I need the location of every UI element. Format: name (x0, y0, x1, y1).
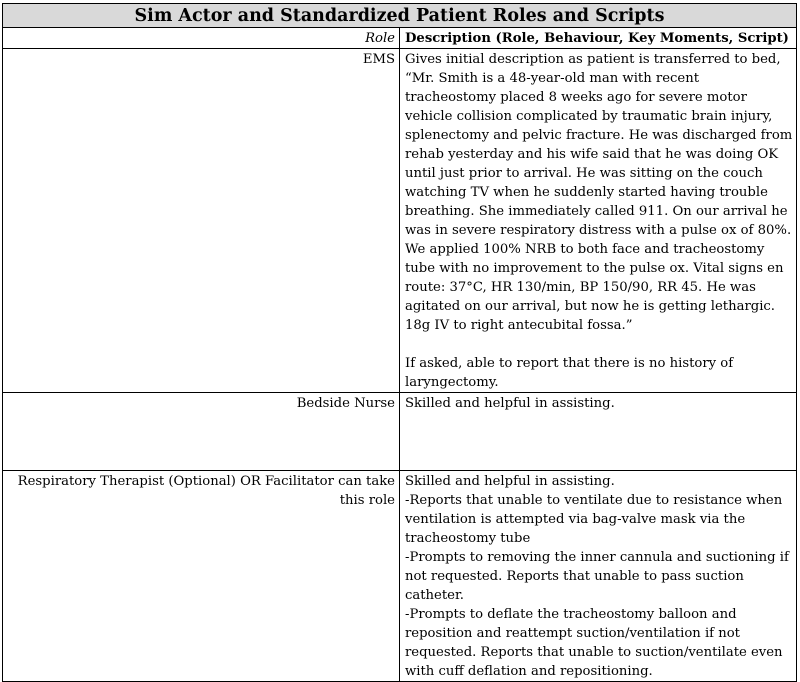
rt-suction-note: -Prompts to removing the inner cannula and suctioning if not requested. Reports that unable to pass suction catheter. (405, 550, 789, 603)
role-column-header: Role (3, 28, 400, 49)
roles-table (2, 3, 797, 682)
table-row (3, 393, 797, 471)
role-cell-ems: EMS (3, 49, 400, 393)
description-cell-ems (400, 49, 797, 393)
description-cell-respiratory-therapist (400, 471, 797, 682)
table-title: Sim Actor and Standardized Patient Roles and Scripts (3, 4, 797, 28)
description-column-header: Description (Role, Behaviour, Key Moments, Script) (400, 28, 797, 49)
title-row (3, 4, 797, 28)
ems-history-note: If asked, able to report that there is no history of laryngectomy. (405, 356, 734, 390)
description-cell-bedside-nurse (400, 393, 797, 471)
ems-script-paragraph: Gives initial description as patient is transferred to bed, “Mr. Smith is a 48-year-old man with recent tracheostomy placed 8 weeks ago for severe motor vehicle collision complicated by traumatic brain injury, splenectomy and pelvic fracture. He was discharged from rehab yesterday and his wife said that he was doing OK until just prior to arrival. He was sitting on the couch watching TV when he suddenly started having trouble breathing. She immediately called 911. On our arrival he was in severe respiratory distress with a pulse ox of 80%. We applied 100% NRB to both face and tracheostomy tube with no improvement to the pulse ox. Vital signs en route: 37°C, HR 130/min, BP 150/90, RR 45. He was agitated on our arrival, but now he is getting lethargic. 18g IV to right antecubital fossa.” (405, 52, 793, 333)
table-row (3, 471, 797, 682)
nurse-description: Skilled and helpful in assisting. (405, 396, 615, 411)
role-cell-bedside-nurse: Bedside Nurse (3, 393, 400, 471)
table-row (3, 49, 797, 393)
role-cell-respiratory-therapist: Respiratory Therapist (Optional) OR Facilitator can take this role (3, 471, 400, 682)
header-row (3, 28, 797, 49)
rt-balloon-note: -Prompts to deflate the tracheostomy balloon and reposition and reattempt suction/ventilation if not requested. Reports that unable to suction/ventilate even with cuff deflation and repositioning. (405, 607, 783, 679)
rt-ventilation-note: -Reports that unable to ventilate due to resistance when ventilation is attempted via bag-valve mask via the tracheostomy tube (405, 493, 783, 546)
rt-description: Skilled and helpful in assisting. (405, 474, 615, 489)
